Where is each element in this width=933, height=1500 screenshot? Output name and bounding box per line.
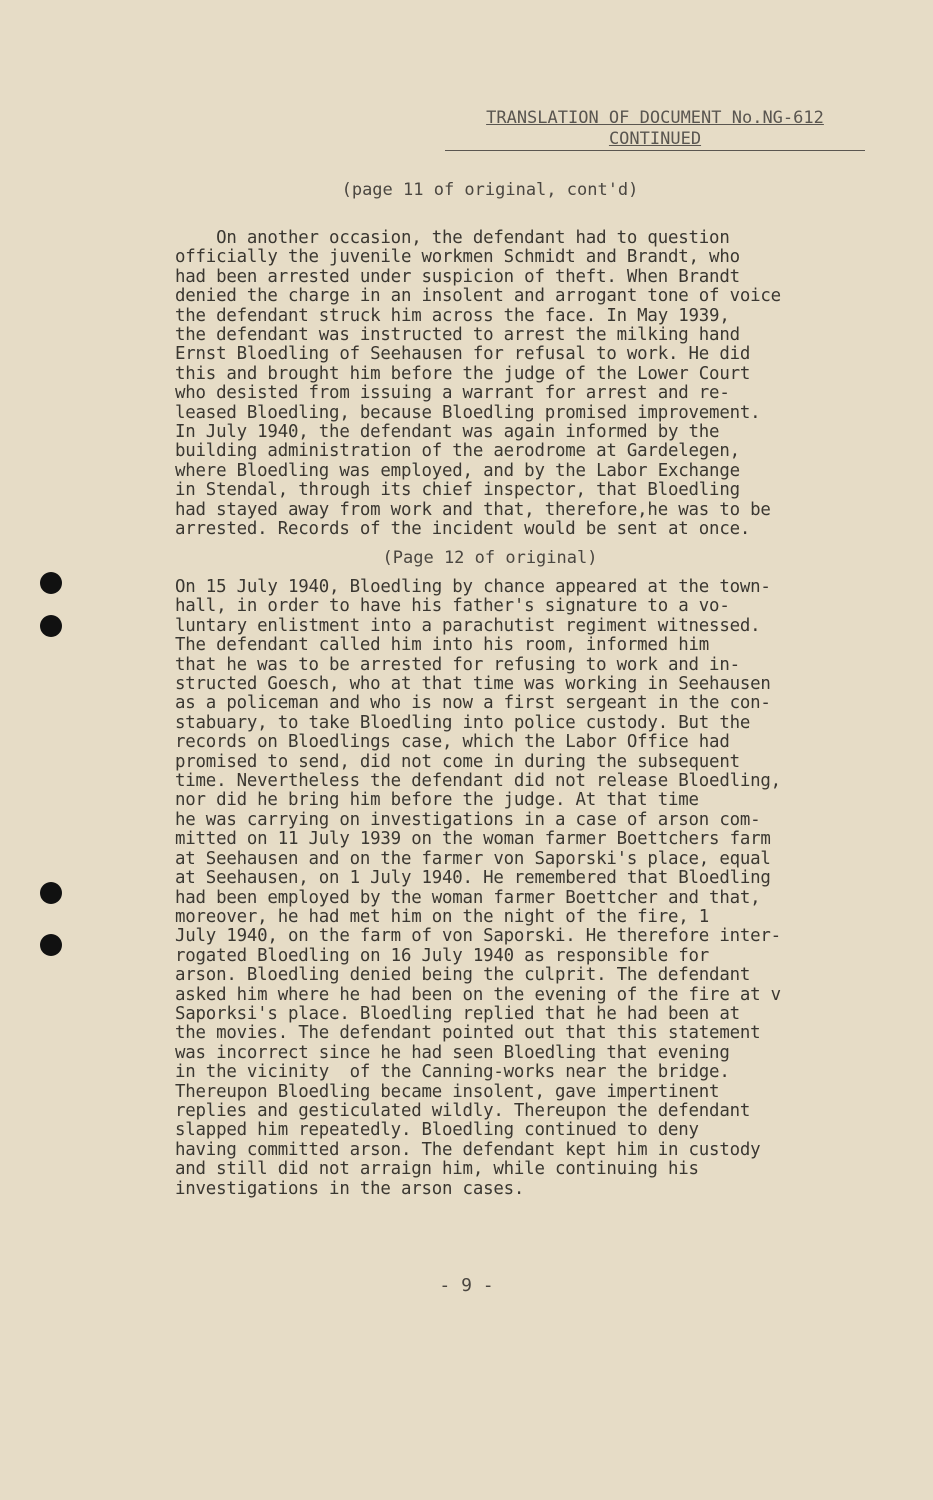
paragraph-2 [175, 578, 875, 1199]
text-line: in the vicinity of the Canning-works near the bridge. [175, 1062, 730, 1083]
header-title: TRANSLATION OF DOCUMENT No.NG-612 [486, 108, 824, 128]
page-note-first: (page 11 of original, cont'd) [341, 180, 639, 200]
text-line: In July 1940, the defendant was again informed by the [175, 422, 720, 443]
punch-hole [40, 934, 62, 956]
page-note-second: (Page 12 of original) [382, 548, 598, 568]
text-line: and still did not arraign him, while continuing his [175, 1159, 699, 1180]
document-header [445, 108, 865, 150]
page-number: - 9 - [439, 1275, 494, 1296]
text-line: asked him where he had been on the evening of the fire at v [175, 984, 781, 1005]
text-line: On another occasion, the defendant had to question [175, 228, 730, 248]
text-line: had been arrested under suspicion of theft. When Brandt [175, 266, 740, 287]
text-line: building administration of the aerodrome at Gardelegen, [175, 441, 740, 462]
text-line: had been employed by the woman farmer Boettcher and that, [175, 887, 761, 908]
text-line: slapped him repeatedly. Bloedling continued to deny [175, 1120, 699, 1141]
text-line: stabuary, to take Bloedling into police custody. But the [175, 712, 751, 733]
text-line: the movies. The defendant pointed out that this statement [175, 1023, 761, 1044]
text-line: that he was to be arrested for refusing to work and in- [175, 654, 740, 675]
text-line: in Stendal, through its chief inspector, that Bloedling [175, 480, 740, 501]
text-line: records on Bloedlings case, which the Labor Office had [175, 732, 730, 753]
text-line: hall, in order to have his father's signature to a vo- [175, 596, 730, 617]
text-line: The defendant called him into his room, informed him [175, 635, 710, 656]
text-line: as a policeman and who is now a first sergeant in the con- [175, 693, 771, 714]
text-line: arson. Bloedling denied being the culprit. The defendant [175, 965, 751, 986]
text-line: nor did he bring him before the judge. At that time [175, 790, 699, 811]
text-line: this and brought him before the judge of the Lower Court [175, 363, 751, 384]
text-line: who desisted from issuing a warrant for arrest and re- [175, 383, 730, 404]
text-line: at Seehausen, on 1 July 1940. He remembered that Bloedling [175, 868, 771, 889]
text-line: arrested. Records of the incident would be sent at once. [175, 519, 751, 540]
punch-hole [40, 615, 62, 637]
text-line: officially the juvenile workmen Schmidt and Brandt, who [175, 247, 740, 268]
text-line: having committed arson. The defendant kept him in custody [175, 1139, 761, 1160]
text-line: Thereupon Bloedling became insolent, gave impertinent [175, 1081, 720, 1102]
text-line: investigations in the arson cases. [175, 1178, 525, 1199]
text-line: was incorrect since he had seen Bloedling that evening [175, 1042, 730, 1063]
text-line: where Bloedling was employed, and by the Labor Exchange [175, 460, 740, 481]
text-line: denied the charge in an insolent and arrogant tone of voice [175, 286, 781, 307]
punch-hole [40, 882, 62, 904]
text-line: replies and gesticulated wildly. Thereupon the defendant [175, 1100, 751, 1121]
text-line: the defendant struck him across the face. In May 1939, [175, 305, 730, 326]
header-rule [445, 150, 865, 151]
text-line: Ernst Bloedling of Seehausen for refusal to work. He did [175, 344, 751, 365]
text-line: moreover, he had met him on the night of the fire, 1 [175, 906, 710, 927]
text-line: at Seehausen and on the farmer von Saporski's place, equal [175, 848, 771, 869]
text-line: leased Bloedling, because Bloedling promised improvement. [175, 402, 761, 423]
text-line: promised to send, did not come in during the subsequent [175, 751, 740, 772]
text-line: time. Nevertheless the defendant did not release Bloedling, [175, 771, 781, 792]
header-continued: CONTINUED [608, 129, 702, 149]
text-line: Saporksi's place. Bloedling replied that he had been at [175, 1003, 740, 1024]
punch-hole [40, 572, 62, 594]
text-line: the defendant was instructed to arrest the milking hand [175, 325, 740, 346]
text-line: rogated Bloedling on 16 July 1940 as responsible for [175, 945, 710, 966]
text-line: luntary enlistment into a parachutist regiment witnessed. [175, 615, 761, 636]
text-line: On 15 July 1940, Bloedling by chance appeared at the town- [175, 577, 771, 597]
text-line: structed Goesch, who at that time was working in Seehausen [175, 674, 771, 695]
text-line: had stayed away from work and that, therefore,he was to be [175, 499, 771, 520]
text-line: July 1940, on the farm of von Saporski. He therefore inter- [175, 926, 781, 947]
text-line: mitted on 11 July 1939 on the woman farmer Boettchers farm [175, 829, 771, 850]
text-line: he was carrying on investigations in a case of arson com- [175, 809, 761, 830]
paragraph-1 [175, 229, 875, 540]
